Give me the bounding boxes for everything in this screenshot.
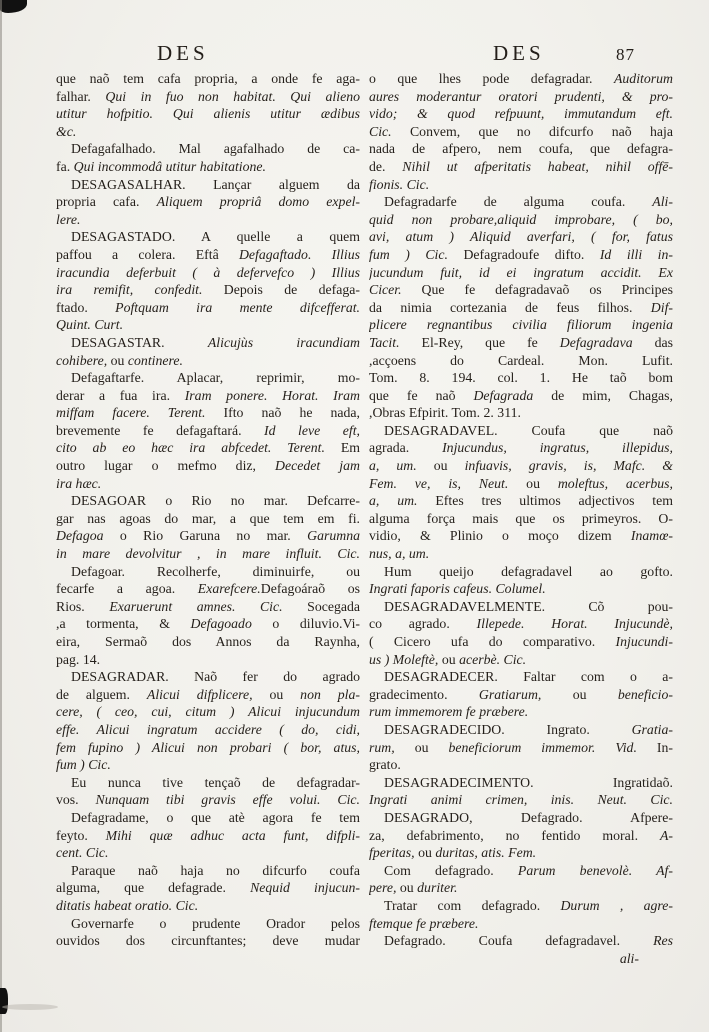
roman-text: Defagradame, o que atè agora fe tem [71,809,360,825]
roman-text: alguma, que defagrade. [56,880,251,896]
text-line [369,439,673,457]
text-line [369,686,673,704]
roman-text: Com defagrado. [384,862,518,878]
roman-text: Defagaftarfe. Aplacar, reprimir, mo- [71,370,360,386]
roman-text: Paraque naõ haja no difcurfo coufa [71,862,360,878]
latin-italic-text: aures moderantur oratori prudenti, & pro- [369,88,673,104]
text-line [369,299,673,317]
latin-italic-text: cent. Cic. [56,845,109,861]
text-line [369,334,673,352]
latin-italic-text: Garumna [307,528,360,544]
text-line [369,633,673,651]
latin-italic-text: utitur hofpitio. Qui alienis utitur ædibus [56,106,360,122]
latin-italic-text: Cic. [369,123,410,139]
latin-italic-text: continere. [127,352,183,368]
running-title-left: DES [157,41,209,65]
text-line [369,70,673,88]
text-line [56,545,360,563]
latin-italic-text: ira hæc. [56,475,102,491]
text-line [56,774,360,792]
latin-italic-text: Parum benevolè. Af- [517,862,673,878]
roman-text: vos. [56,792,96,808]
scan-artifact-left-edge [0,0,2,1032]
text-line [56,422,360,440]
text-line [56,246,360,264]
text-line [369,281,673,299]
latin-italic-text: in mare devolvitur , in mare influit. Cic. [56,546,360,562]
text-line [56,439,360,457]
text-line [369,457,673,475]
text-line [56,756,360,774]
roman-text: o diluvio.Vi- [272,616,360,632]
latin-italic-text: Alicujùs iracundiam [207,334,360,350]
roman-text: DESAGRADECER. Faltar com o a- [384,669,673,685]
text-line [369,580,673,598]
latin-italic-text: duriter. [417,880,458,896]
latin-italic-text: Durum , agre- [560,897,673,913]
text-line [369,352,673,370]
text-line [369,563,673,581]
roman-text: brevemente fe defagaftará. [56,422,265,438]
roman-text: da nimia cortezania de feus filhos. [369,299,651,315]
roman-text: ou [441,651,460,667]
roman-text: Defagrado. Coufa defagradavel. [384,933,654,949]
roman-text: eira, Sermaõ dos Annos da Raynha, [56,634,360,649]
roman-text: grato. [369,757,401,773]
latin-italic-text: fionis. Cic. [369,176,430,192]
latin-italic-text: Illepede. Horat. Injucundè, [476,616,673,632]
text-line [369,862,673,880]
text-line [369,211,673,229]
roman-text: Defagoar. Recolherfe, diminuirfe, ou [71,563,360,579]
roman-text: DESAGASTADO. A quelle a quem [71,229,360,245]
latin-italic-text: acerbè. Cic. [459,651,527,667]
text-line [369,510,673,528]
text-line [369,756,673,774]
roman-text: DESAGASTAR. [71,334,208,350]
roman-text: agrada. [369,440,443,456]
latin-italic-text: Defagaftado. Illius [238,246,360,262]
text-line [369,721,673,739]
latin-italic-text: Tacit. [369,334,422,350]
text-line [369,123,673,141]
latin-italic-text: Gratia- [631,721,673,737]
roman-text: feyto. [56,827,106,843]
page-number: 87 [616,45,635,64]
latin-italic-text: infuavis, gravis, is, Mafc. & [464,458,673,474]
roman-text: fecarfe a agoa. [56,581,198,597]
roman-text: Depois de defaga- [223,282,360,298]
roman-text: ouvidos dos circunftantes; deve mudar [56,933,360,949]
text-line [56,563,360,581]
roman-text: o que lhes pode defagradar. [369,71,614,86]
latin-italic-text: moleftus, acerbus, [557,475,673,491]
latin-italic-text: Fem. ve, is, Neut. [369,475,527,491]
latin-italic-text: cere, ( ceo, cui, citum ) Alicui injucundum [56,704,360,720]
latin-italic-text: jucundum fuit, id ei ingratum accidit. Ex [369,264,673,280]
latin-italic-text: beneficiorum immemor. Vid. [448,739,657,755]
roman-text: Hum queijo defagradavel ao gofto. [384,563,673,579]
text-line [56,739,360,757]
roman-text: ftado. [56,299,116,315]
text-line [369,264,673,282]
text-line [369,422,673,440]
text-line [56,668,360,686]
text-line [369,668,673,686]
text-line [369,879,673,897]
latin-italic-text: us ) Moleftè, [369,651,442,667]
latin-italic-text: effe. Alicui ingratum accidere ( do, cidi, [56,721,360,737]
text-line [369,158,673,176]
text-line [369,140,673,158]
latin-italic-text: a, um. [369,493,436,509]
latin-italic-text: Inamœ- [630,528,673,544]
roman-text: de. [369,158,403,174]
text-line [369,404,673,422]
text-line [56,915,360,933]
roman-text: nada de afpero, nem coufa, que defagra- [369,141,673,157]
roman-text: DESAGRADAR. Naõ fer do agrado [71,669,360,685]
latin-italic-text: Defagoa [56,528,120,544]
roman-text: El-Rey, que fe [421,334,560,350]
latin-italic-text: pere, [369,880,400,896]
roman-text: ou [526,475,558,491]
latin-italic-text: cito ab eo hæc ira abfcedet. Terent. [56,440,341,456]
catchword: ali- [619,951,639,966]
latin-italic-text: duritas, atis. Fem. [435,845,537,861]
roman-text: Governarfe o prudente Orador pelos [71,915,360,931]
roman-text: pag. 14. [56,651,101,667]
text-line [369,105,673,123]
roman-text: gradecimento. [369,686,479,702]
latin-italic-text: fum ) Cic. [56,757,111,773]
text-line [369,193,673,211]
text-line [369,827,673,845]
running-title-right: DES [493,41,545,65]
scan-artifact-top-left [0,0,27,13]
roman-text: ,Obras Efpirit. Tom. 2. 311. [369,405,521,421]
text-line [56,193,360,211]
roman-text: outro lugar o mefmo diz, [56,458,276,474]
roman-text: ,acçoens do Cardeal. Mon. Lufit. [369,352,673,368]
roman-text: DESAGRADAVEL. Coufa que naõ [384,422,673,438]
text-line [56,140,360,158]
latin-italic-text: nus, a, um. [369,546,430,562]
latin-italic-text: Poftquam ira mente difcefferat. [115,299,360,315]
latin-italic-text: Mihi quæ adhuc acta funt, difpli- [105,827,360,843]
text-line [56,580,360,598]
text-line [56,264,360,282]
text-line [56,316,360,334]
scan-artifact-bottom-left [0,988,8,1014]
roman-text: ou [269,686,301,702]
latin-italic-text: plicere regnantibus civilia filiorum ingenia [369,317,673,333]
latin-italic-text: rum, [369,739,415,755]
roman-text: de alguem. [56,686,147,702]
roman-text: Tom. 8. 194. col. 1. He taõ bom [369,370,673,386]
text-line [56,510,360,528]
text-line [369,844,673,862]
text-line [56,457,360,475]
latin-italic-text: Id leve eft, [264,422,360,438]
latin-italic-text: Dif- [650,299,673,315]
text-line [369,387,673,405]
roman-text: Defagradoufe difto. [463,246,600,262]
text-line [369,316,673,334]
roman-text: paffou a colera. Eftâ [56,246,239,262]
latin-italic-text: Exaruerunt amnes. Cic. [109,598,308,614]
text-line [56,721,360,739]
roman-text: In- [656,739,673,755]
roman-text: vidio, & Plinio o moço dizem [369,528,631,544]
roman-text: falhar. [56,88,106,104]
text-line [369,176,673,194]
text-line [56,369,360,387]
roman-text: ou [418,845,436,861]
latin-italic-text: rum immemorem fe præbere. [369,704,529,720]
roman-text: DESAGOAR o Rio no mar. Defcarre- [71,493,360,509]
roman-text: DESAGRADO, Defagrado. Afpere- [384,809,673,825]
roman-text: ou [572,686,618,702]
roman-text: de mim, Chagas, [551,387,673,403]
latin-italic-text: Nihil ut afperitatis habeat, nihil offē- [402,158,673,174]
scan-artifact-bottom-smudge [2,1004,58,1010]
latin-italic-text: A- [659,827,673,843]
latin-italic-text: Ingrati animi crimen, inis. Neut. Cic. [369,792,673,808]
roman-text: Em [340,440,360,456]
roman-text: Defagoáraõ os [260,581,360,597]
text-line [56,703,360,721]
latin-italic-text: a, um. [369,458,434,474]
text-line [369,492,673,510]
text-line [369,88,673,106]
text-line [369,545,673,563]
text-line [56,932,360,950]
latin-italic-text: Nequid injucun- [250,880,360,896]
latin-italic-text: Aliquem propriâ domo expel- [156,194,360,210]
latin-italic-text: Injucundi- [615,634,673,649]
text-line [369,615,673,633]
text-line [56,387,360,405]
roman-text: ou [110,352,128,368]
roman-text: propria cafa. [56,194,157,210]
latin-italic-text: Injucundus, ingratus, illepidus, [442,440,673,456]
text-line [56,827,360,845]
roman-text: o Rio Garuna no mar. [119,528,308,544]
text-line [56,158,360,176]
text-line [56,123,360,141]
latin-italic-text: Quint. Curt. [56,317,124,333]
roman-text: derar a fua ira. [56,387,185,403]
latin-italic-text: ira remifit, confedit. [56,282,224,298]
text-line [369,915,673,933]
text-line [56,404,360,422]
roman-text: co agrado. [369,616,477,632]
text-line [369,791,673,809]
roman-text: Que fe defagradavaõ os Principes [421,282,673,298]
text-line [56,862,360,880]
latin-italic-text: cohibere, [56,352,111,368]
latin-italic-text: Qui in fuo non habitat. Qui alieno [105,88,360,104]
latin-italic-text: non pla- [300,686,360,702]
latin-italic-text: Nunquam tibi gravis effe volui. Cic. [95,792,360,808]
roman-text: DESAGRADAVELMENTE. Cõ pou- [384,598,673,614]
roman-text: Defagradarfe de alguma coufa. [384,194,653,210]
text-line [56,352,360,370]
roman-text: ( Cicero ufa do comparativo. [369,634,616,649]
latin-italic-text: vido; & quod refpuunt, immutandum eft. [369,106,673,122]
latin-italic-text: Defagoado [190,616,273,632]
text-line [56,598,360,616]
roman-text: Tratar com defagrado. [384,897,561,913]
text-line [56,105,360,123]
text-line [369,739,673,757]
latin-italic-text: fum ) Cic. [369,246,464,262]
latin-italic-text: Defagradava [559,334,655,350]
latin-italic-text: miffam facere. Terent. [56,405,224,421]
latin-italic-text: avi, atum ) Aliquid averfari, ( for, fatus [369,229,673,245]
latin-italic-text: fperitas, [369,845,419,861]
roman-text: Rios. [56,598,110,614]
roman-text: Defagafalhado. Mal agafalhado de ca- [71,141,360,157]
text-line [56,475,360,493]
text-line [369,809,673,827]
roman-text: Convem, que no difcurfo naõ haja [409,123,673,139]
text-line [56,791,360,809]
roman-text: Ifto naõ he nada, [223,405,360,421]
latin-italic-text: Iram ponere. Horat. Iram [184,387,360,403]
roman-text: fa. [56,158,74,174]
roman-text: das [654,334,673,350]
text-line [369,651,673,669]
text-line [56,299,360,317]
latin-italic-text: Defagrada [473,387,552,403]
roman-text: que naõ tem cafa propria, a onde fe aga- [56,71,360,86]
text-line [56,176,360,194]
text-line [369,369,673,387]
roman-text: ou [433,458,465,474]
right-column [369,70,673,950]
text-line [369,527,673,545]
latin-italic-text: Gratiarum, [478,686,573,702]
latin-italic-text: Auditorum [613,71,673,86]
text-line [369,774,673,792]
roman-text: DESAGRADECIDO. Ingrato. [384,721,632,737]
roman-text: ,a tormenta, & [56,616,191,632]
text-line [56,281,360,299]
roman-text: ou [399,880,418,896]
text-line [56,228,360,246]
roman-text: za, defabrimento, no fentido moral. [369,827,660,843]
latin-italic-text: Cicer. [369,282,422,298]
roman-text: DESAGASALHAR. Lançar alguem da [71,176,360,192]
latin-italic-text: Res [653,933,673,949]
text-line [56,879,360,897]
text-line [369,897,673,915]
text-line [369,932,673,950]
text-line [369,246,673,264]
latin-italic-text: Ali- [652,194,673,210]
text-line [369,598,673,616]
text-line [56,527,360,545]
roman-text: gar nas agoas do mar, a que tem em fi. [56,510,360,526]
latin-italic-text: Decedet jam [275,458,360,474]
roman-text: que fe naõ [369,387,474,403]
latin-italic-text: ditatis habeat oratio. Cic. [56,897,199,913]
text-line [369,703,673,721]
latin-italic-text: Qui incommodâ utitur habitatione. [73,158,267,174]
text-line [56,88,360,106]
roman-text: Eu nunca tive tençaõ de defagradar- [71,774,360,790]
latin-italic-text: iracundia deferbuit ( à defervefco ) Illius [56,264,360,280]
latin-italic-text: Alicui difplicere, [146,686,270,702]
text-line [369,475,673,493]
roman-text: ou [414,739,449,755]
latin-italic-text: beneficio- [617,686,673,702]
text-line [56,686,360,704]
latin-italic-text: quid non probare,aliquid improbare, ( bo, [369,211,673,227]
text-line [56,844,360,862]
text-line [56,211,360,229]
text-line [56,492,360,510]
latin-italic-text: &c. [56,123,77,139]
roman-text: DESAGRADECIMENTO. Ingratidaõ. [384,774,673,790]
roman-text: Socegada [307,598,360,614]
text-line [56,809,360,827]
latin-italic-text: Exarefcere. [197,581,261,597]
latin-italic-text: Ingrati faporis cafeus. Columel. [369,581,546,597]
text-line [56,70,360,88]
roman-text: alguma força mais que os primeyros. O- [369,510,673,526]
text-line [56,615,360,633]
text-line [56,651,360,669]
latin-italic-text: ftemque fe præbere. [369,915,479,931]
latin-italic-text: Id illi in- [599,246,673,262]
latin-italic-text: lere. [56,211,81,227]
latin-italic-text: fem fupino ) Alicui non probari ( bor, atus, [56,739,360,755]
text-line [56,897,360,915]
text-line [369,228,673,246]
left-column [56,70,360,950]
text-line [56,633,360,651]
roman-text: Eftes tres ultimos adjectivos tem [435,493,673,509]
text-line [56,334,360,352]
